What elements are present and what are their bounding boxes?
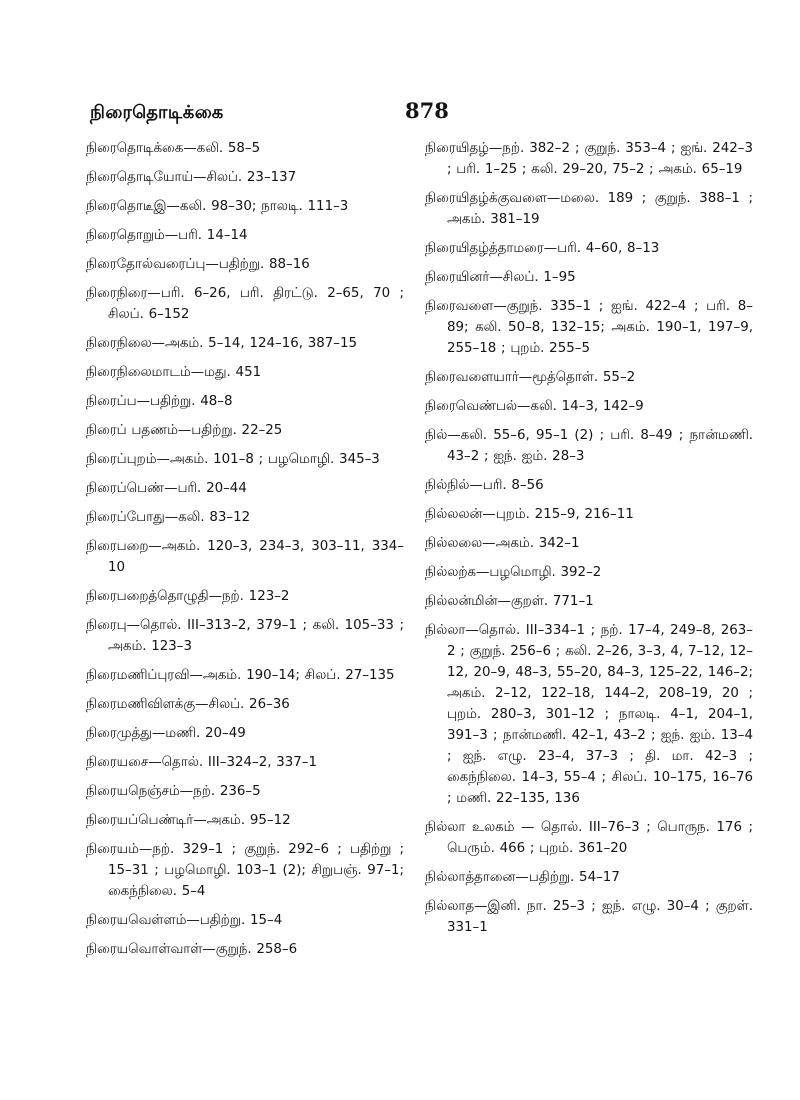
index-entry: நில்லாத்தானை—பதிற்று. 54–17 <box>425 870 620 885</box>
index-entry: நில்லா உலகம் — தொல். III–76–3 ; பொருந. 176 ; பெரும். 466 ; புறம். 361–20 <box>425 820 753 856</box>
index-entry: நிரைதொடியோய்—சிலப். 23–137 <box>86 170 297 185</box>
index-entry: நிரைதோல்வரைப்பு—பதிற்று. 88–16 <box>86 257 310 272</box>
index-entry: நிரைப்புறம்—அகம். 101–8 ; பழமொழி. 345–3 <box>86 452 380 467</box>
index-entry: நிரையிதழ்த்தாமரை—பரி. 4–60, 8–13 <box>425 241 660 256</box>
index-entry: நிரைநிரை—பரி. 6–26, பரி. திரட்டு. 2–65, 70 ; சிலப். 6–152 <box>86 286 404 322</box>
index-entry: நில்லாத—இனி. நா. 25–3 ; ஐந். எழு. 30–4 ; குறள். 331–1 <box>425 899 753 935</box>
index-entry: நில்லற்க—பழமொழி. 392–2 <box>425 565 602 580</box>
index-entry: நிரைவளையார்—மூத்தொள். 55–2 <box>425 370 636 385</box>
index-entry: நில்நில்—பரி. 8–56 <box>425 478 544 493</box>
index-entry: நிரைபறை—அகம். 120–3, 234–3, 303–11, 334–10 <box>86 539 404 575</box>
index-entry: நில்லா—தொல். III–334–1 ; நற். 17–4, 249–8, 263–2 ; குறுந். 256–6 ; கலி. 2–26, 3–3, 4, 7–12, 12–12, 20–9, 48–3, 55–20, 84–3, 125–22, 146–2; அகம். 2–12, 122–18, 144–2, 208–19, 20 ; புறம். 280–3, 301–12 ; நாலடி. 4–1, 204–1, 391–3 ; நான்மணி. 42–1, 43–2 ; ஐந். ஐம். 13–4 ; ஐந். எழு. 23–4, 37–3 ; தி. மா. 42–3 ; கைந்நிலை. 14–3, 55–4 ; சிலப். 10–175, 16–76 ; மணி. 22–135, 136 <box>425 623 753 806</box>
page-number: 878 <box>405 98 449 123</box>
left-column <box>86 138 404 968</box>
index-entry: நிரையினர்—சிலப். 1–95 <box>425 270 576 285</box>
right-column <box>425 138 753 946</box>
index-entry: நிரைமுத்து—மணி. 20–49 <box>86 726 246 741</box>
index-entry: நில்லலன்—புறம். 215–9, 216–11 <box>425 507 634 522</box>
index-entry: நிரைபு—தொல். III–313–2, 379–1 ; கலி. 105–33 ; அகம். 123–3 <box>86 618 404 654</box>
index-entry: நிரைப் பதணம்—பதிற்று. 22–25 <box>86 423 283 438</box>
index-entry: நிரைப்பெண்—பரி. 20–44 <box>86 481 247 496</box>
index-entry: நிரையிதழ்க்குவளை—மலை. 189 ; குறுந். 388–1 ; அகம். 381–19 <box>425 191 753 227</box>
index-entry: நிரைநிலைமாடம்—மது. 451 <box>86 365 262 380</box>
index-entry: நிரையவொள்வாள்—குறுந். 258–6 <box>86 942 298 957</box>
index-entry: நிரைப்ப—பதிற்று. 48–8 <box>86 394 233 409</box>
index-entry: நிரைதொறும்—பரி. 14–14 <box>86 228 248 243</box>
index-entry: நிரைமணிப்புரவி—அகம். 190–14; சிலப். 27–135 <box>86 668 395 683</box>
index-entry: நிரைப்போது—கலி. 83–12 <box>86 510 251 525</box>
index-entry: நிரைதொடிக்கை—கலி. 58–5 <box>86 141 261 156</box>
index-entry: நிரையநெஞ்சம்—நற். 236–5 <box>86 784 261 799</box>
index-entry: நிரையசை—தொல். III–324–2, 337–1 <box>86 755 318 770</box>
index-entry: நில்லலை—அகம். 342–1 <box>425 536 580 551</box>
index-entry: நிரைபறைத்தொழுதி—நற். 123–2 <box>86 589 290 604</box>
index-entry: நிரைவெண்பல்—கலி. 14–3, 142–9 <box>425 399 644 414</box>
index-entry: நிரைவளை—குறுந். 335–1 ; ஐங். 422–4 ; பரி. 8–89; கலி. 50–8, 132–15; அகம். 190–1, 197–9, 255–18 ; புறம். 255–5 <box>425 299 753 356</box>
index-entry: நிரையப்பெண்டிர்—அகம். 95–12 <box>86 813 291 828</box>
index-entry: நிரைமணிவிளக்கு—சிலப். 26–36 <box>86 697 290 712</box>
index-entry: நில்—கலி. 55–6, 95–1 (2) ; பரி. 8–49 ; நான்மணி. 43–2 ; ஐந். ஐம். 28–3 <box>425 428 753 464</box>
index-entry: நில்லன்மின்—குறள். 771–1 <box>425 594 594 609</box>
running-head: நிரைதொடிக்கை <box>90 102 224 123</box>
index-entry: நிரைதொடீஇ—கலி. 98–30; நாலடி. 111–3 <box>86 199 349 214</box>
page-header <box>0 98 800 128</box>
index-entry: நிரையிதழ்—நற். 382–2 ; குறுந். 353–4 ; ஐங். 242–3 ; பரி. 1–25 ; கலி. 29–20, 75–2 ; அகம். 65–19 <box>425 141 753 177</box>
index-entry: நிரையவெள்ளம்—பதிற்று. 15–4 <box>86 913 283 928</box>
index-entry: நிரையம்—நற். 329–1 ; குறுந். 292–6 ; பதிற்று ; 15–31 ; பழமொழி. 103–1 (2); சிறுபஞ். 97–1; கைந்நிலை. 5–4 <box>86 842 404 899</box>
index-entry: நிரைநிலை—அகம். 5–14, 124–16, 387–15 <box>86 336 358 351</box>
